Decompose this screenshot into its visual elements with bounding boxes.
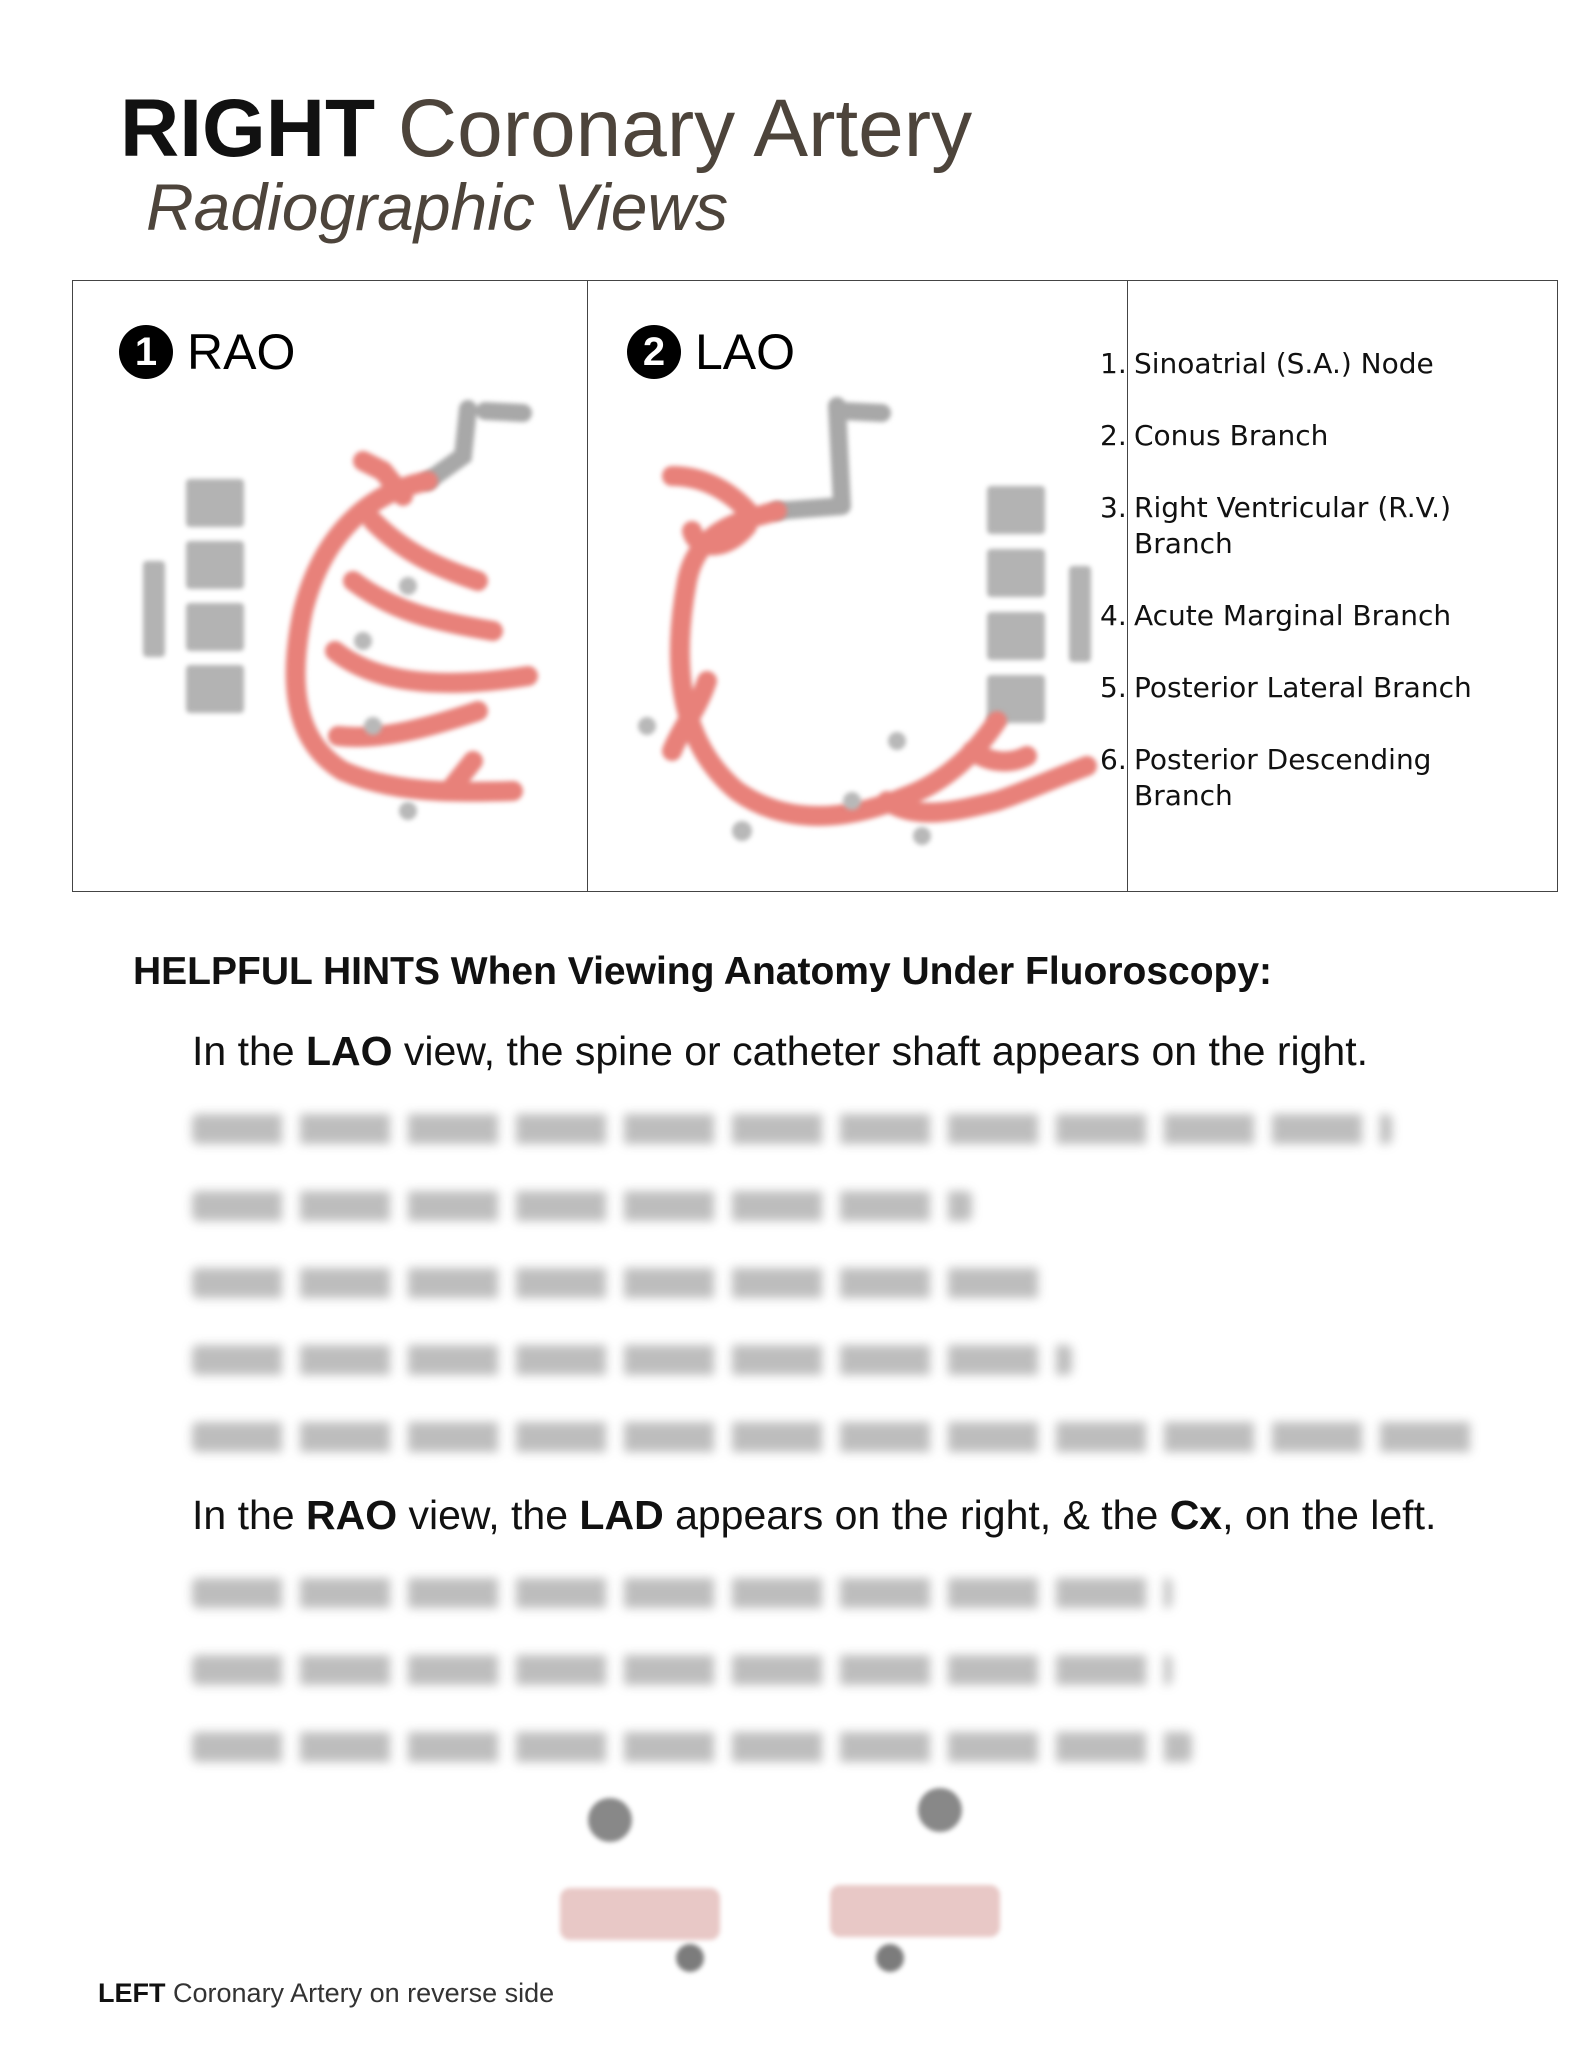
hint-line-3-obscured	[192, 1183, 972, 1221]
hint-line-10-obscured	[192, 1724, 1192, 1762]
rao-right-coronary-artery	[296, 461, 528, 792]
hint-line-8-obscured	[192, 1570, 1172, 1608]
rao-number-badge: 1	[119, 325, 173, 379]
hint-line-5-obscured	[192, 1337, 1072, 1375]
hint-line-9-obscured	[192, 1647, 1172, 1685]
legend-item	[1100, 490, 1504, 562]
rao-spine-vertebrae	[143, 479, 244, 713]
bottom-obscured-figures	[540, 1780, 1020, 1980]
legend-item-text: Sinoatrial (S.A.) Node	[1134, 347, 1434, 380]
legend-item-number: 2.	[1100, 419, 1127, 452]
legend-item-text: Acute Marginal Branch	[1134, 599, 1452, 632]
title-strong: RIGHT	[120, 83, 376, 174]
legend-item-number: 3.	[1100, 491, 1127, 524]
legend-item	[1100, 598, 1504, 634]
legend-item-number: 6.	[1100, 743, 1127, 776]
legend-item	[1100, 346, 1504, 382]
legend-list	[1100, 346, 1504, 850]
lao-angiogram-diagram	[587, 281, 1127, 893]
bottom-figure-right	[830, 1788, 1000, 1972]
legend-item-number: 5.	[1100, 671, 1127, 704]
hint-line-2-obscured	[192, 1106, 1392, 1144]
lao-view-name: LAO	[695, 324, 796, 380]
legend-item-text: Posterior Descending Branch	[1134, 743, 1432, 812]
rao-panel	[73, 281, 588, 891]
rao-view-name: RAO	[187, 324, 296, 380]
legend-item-text: Conus Branch	[1134, 419, 1329, 452]
hint-line-4-obscured	[192, 1260, 1042, 1298]
hint-line-1: In the LAO view, the spine or catheter shaft appears on the right.	[192, 1028, 1369, 1074]
page-subtitle: Radiographic Views	[146, 170, 729, 244]
lao-catheter	[777, 406, 882, 511]
lao-spine-vertebrae	[987, 486, 1091, 723]
hints-heading: HELPFUL HINTS When Viewing Anatomy Under Fluoroscopy:	[133, 950, 1273, 993]
bottom-figure-left	[560, 1798, 720, 1972]
legend-item-number: 1.	[1100, 347, 1127, 380]
legend-item-text: Right Ventricular (R.V.) Branch	[1134, 491, 1451, 560]
legend-item-number: 4.	[1100, 599, 1127, 632]
rao-catheter	[428, 409, 523, 481]
title-rest: Coronary Artery	[397, 83, 973, 174]
rao-angiogram-diagram	[73, 281, 587, 893]
legend-item	[1100, 670, 1504, 706]
page-title	[120, 83, 973, 174]
hint-line-6-obscured	[192, 1414, 1482, 1452]
lao-number-badge: 2	[627, 325, 681, 379]
footer-note: LEFT Coronary Artery on reverse side	[98, 1978, 555, 2008]
legend-item	[1100, 742, 1504, 814]
lao-panel	[587, 281, 1128, 891]
hint-line-7: In the RAO view, the LAD appears on the right, & the Cx, on the left.	[192, 1492, 1437, 1538]
legend-item	[1100, 418, 1504, 454]
legend-item-text: Posterior Lateral Branch	[1134, 671, 1472, 704]
